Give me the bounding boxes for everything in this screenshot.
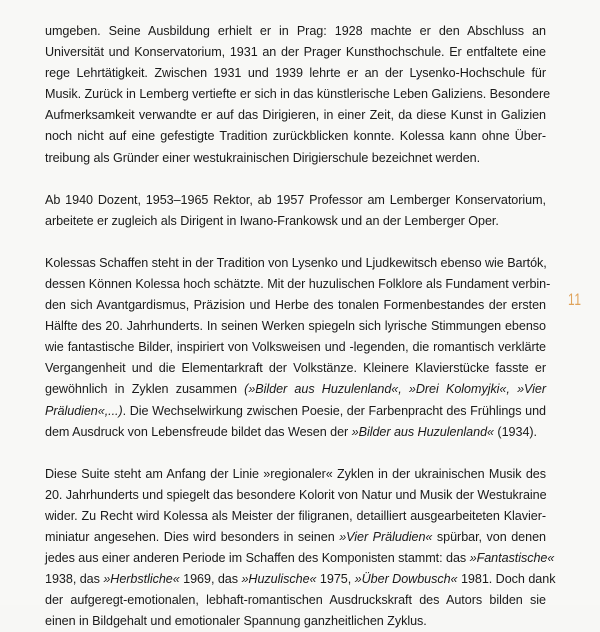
line-text: einen in Bildgehalt und emotionaler Spannung ganzheitlichen Zyklus. — [45, 614, 427, 629]
line-text: 1981. Doch dank — [457, 572, 556, 587]
line-text: miniatur angesehen. Dies wird besonders in seinen — [45, 529, 340, 544]
line-text: spürbar, von denen — [432, 529, 546, 544]
line-text: jedes aus einer anderen Periode im Schaffen des Komponisten stammt: das — [45, 551, 470, 566]
line-text: dessen Können Kolessa hoch schätzte. Mit der huzulischen Folklore als Fundament verbin- — [45, 276, 551, 291]
text-line — [45, 485, 546, 506]
line-text: (1934). — [493, 424, 537, 439]
italic-title-text: »Über Dowbusch« — [354, 572, 458, 587]
line-text: Diese Suite steht am Anfang der Linie »regionaler« Zyklen in der ukrainischen Musik des — [45, 466, 546, 481]
text-line — [45, 316, 546, 337]
text-line — [45, 379, 546, 400]
text-line — [45, 253, 546, 274]
text-line — [45, 401, 546, 422]
italic-title-text: (»Bilder aus Huzulenland«, »Drei Kolomyjki«, »Vier — [244, 382, 547, 397]
text-line — [45, 590, 546, 611]
text-line — [45, 126, 546, 147]
text-line — [45, 506, 546, 527]
line-text: treibung als Gründer einer westukrainischen Dirigierschule bezeichnet werden. — [45, 150, 481, 165]
line-text: Vergangenheit und die Elementarkraft der Volkstänze. Kleinere Klavierstücke fasste er — [45, 361, 546, 376]
text-line — [45, 63, 546, 84]
text-line — [45, 42, 546, 63]
line-text: der aufgeregt-emotionalen, lebhaft-romantischen Ausdruckskraft des Autors bilden sie — [45, 593, 546, 608]
text-line — [45, 148, 546, 169]
line-text: den sich Avantgardismus, Präzision und Herbe des tonalen Formenbestandes der ersten — [45, 298, 546, 313]
italic-title-text: »Vier Präludien« — [339, 529, 433, 544]
line-text: wie fantastische Bilder, inspiriert von Volksweisen und -legenden, die romantisch verklärte — [45, 340, 546, 355]
italic-title-text: Präludien«,...) — [45, 403, 123, 418]
text-line — [45, 211, 546, 232]
paragraph — [45, 190, 546, 232]
line-text: gewöhnlich in Zyklen zusammen — [45, 382, 245, 397]
line-text: 1975, — [316, 572, 355, 587]
line-text: Ab 1940 Dozent, 1953–1965 Rektor, ab 1957 Professor am Lemberger Konservatorium, — [45, 192, 546, 207]
text-line — [45, 337, 546, 358]
italic-title-text: »Bilder aus Huzulenland« — [351, 424, 494, 439]
line-text: arbeitete er zugleich als Dirigent in Iwano-Frankowsk und an der Lemberger Oper. — [45, 213, 499, 228]
line-text: Aufmerksamkeit verwandte er auf das Dirigieren, in einer Zeit, da diese Kunst in Galizien — [45, 108, 546, 123]
line-text: wider. Zu Recht wird Kolessa als Meister der filigranen, detailliert ausgearbeiteten Klavier- — [45, 508, 546, 523]
text-line — [45, 569, 556, 590]
text-line — [45, 21, 546, 42]
text-line — [45, 84, 551, 105]
page-number: 11 — [568, 290, 582, 309]
line-text: noch nicht auf eine gefestigte Tradition zurückblicken konnte. Kolessa kann ohne Über- — [45, 129, 546, 144]
text-line — [45, 422, 546, 443]
line-text: 1969, das — [179, 572, 242, 587]
line-text: Hälfte des 20. Jahrhunderts. In seinen Werken spiegeln sich lyrische Stimmungen ebenso — [45, 319, 546, 334]
line-text: dem Ausdruck von Lebensfreude bildet das Wesen der — [45, 424, 352, 439]
paragraph — [45, 21, 551, 169]
text-line — [45, 274, 551, 295]
line-text: Universität und Konservatorium, 1931 an der Prager Kunsthochschule. Er entfaltete eine — [45, 45, 546, 60]
line-text: rege Lehrtätigkeit. Zwischen 1931 und 1939 lehrte er an der Lysenko-Hochschule für — [45, 66, 546, 81]
line-text: 20. Jahrhunderts und spiegelt das besondere Kolorit von Natur und Musik der Westukraine — [45, 487, 547, 502]
paragraph — [45, 253, 551, 443]
italic-title-text: »Herbstliche« — [103, 572, 180, 587]
line-text: 1938, das — [45, 572, 104, 587]
text-line — [45, 295, 546, 316]
line-text: umgeben. Seine Ausbildung erhielt er in Prag: 1928 machte er den Abschluss an — [45, 24, 546, 38]
text-line — [45, 527, 546, 548]
line-text: Musik. Zurück in Lemberg vertiefte er sich in das künstlerische Leben Galiziens. Besondere — [45, 87, 551, 102]
body-text — [45, 21, 556, 632]
line-text: Kolessas Schaffen steht in der Tradition von Lysenko und Ljudkewitsch ebenso wie Bartók, — [45, 255, 547, 270]
text-line — [45, 105, 546, 126]
italic-title-text: »Fantastische« — [469, 551, 555, 566]
text-line — [45, 611, 546, 632]
text-line — [45, 358, 546, 379]
paragraph — [45, 464, 556, 632]
line-text: . Die Wechselwirkung zwischen Poesie, der Farbenpracht des Frühlings und — [122, 403, 546, 418]
text-line — [45, 464, 546, 485]
italic-title-text: »Huzulische« — [241, 572, 317, 587]
text-line — [45, 190, 546, 211]
text-line — [45, 548, 555, 569]
